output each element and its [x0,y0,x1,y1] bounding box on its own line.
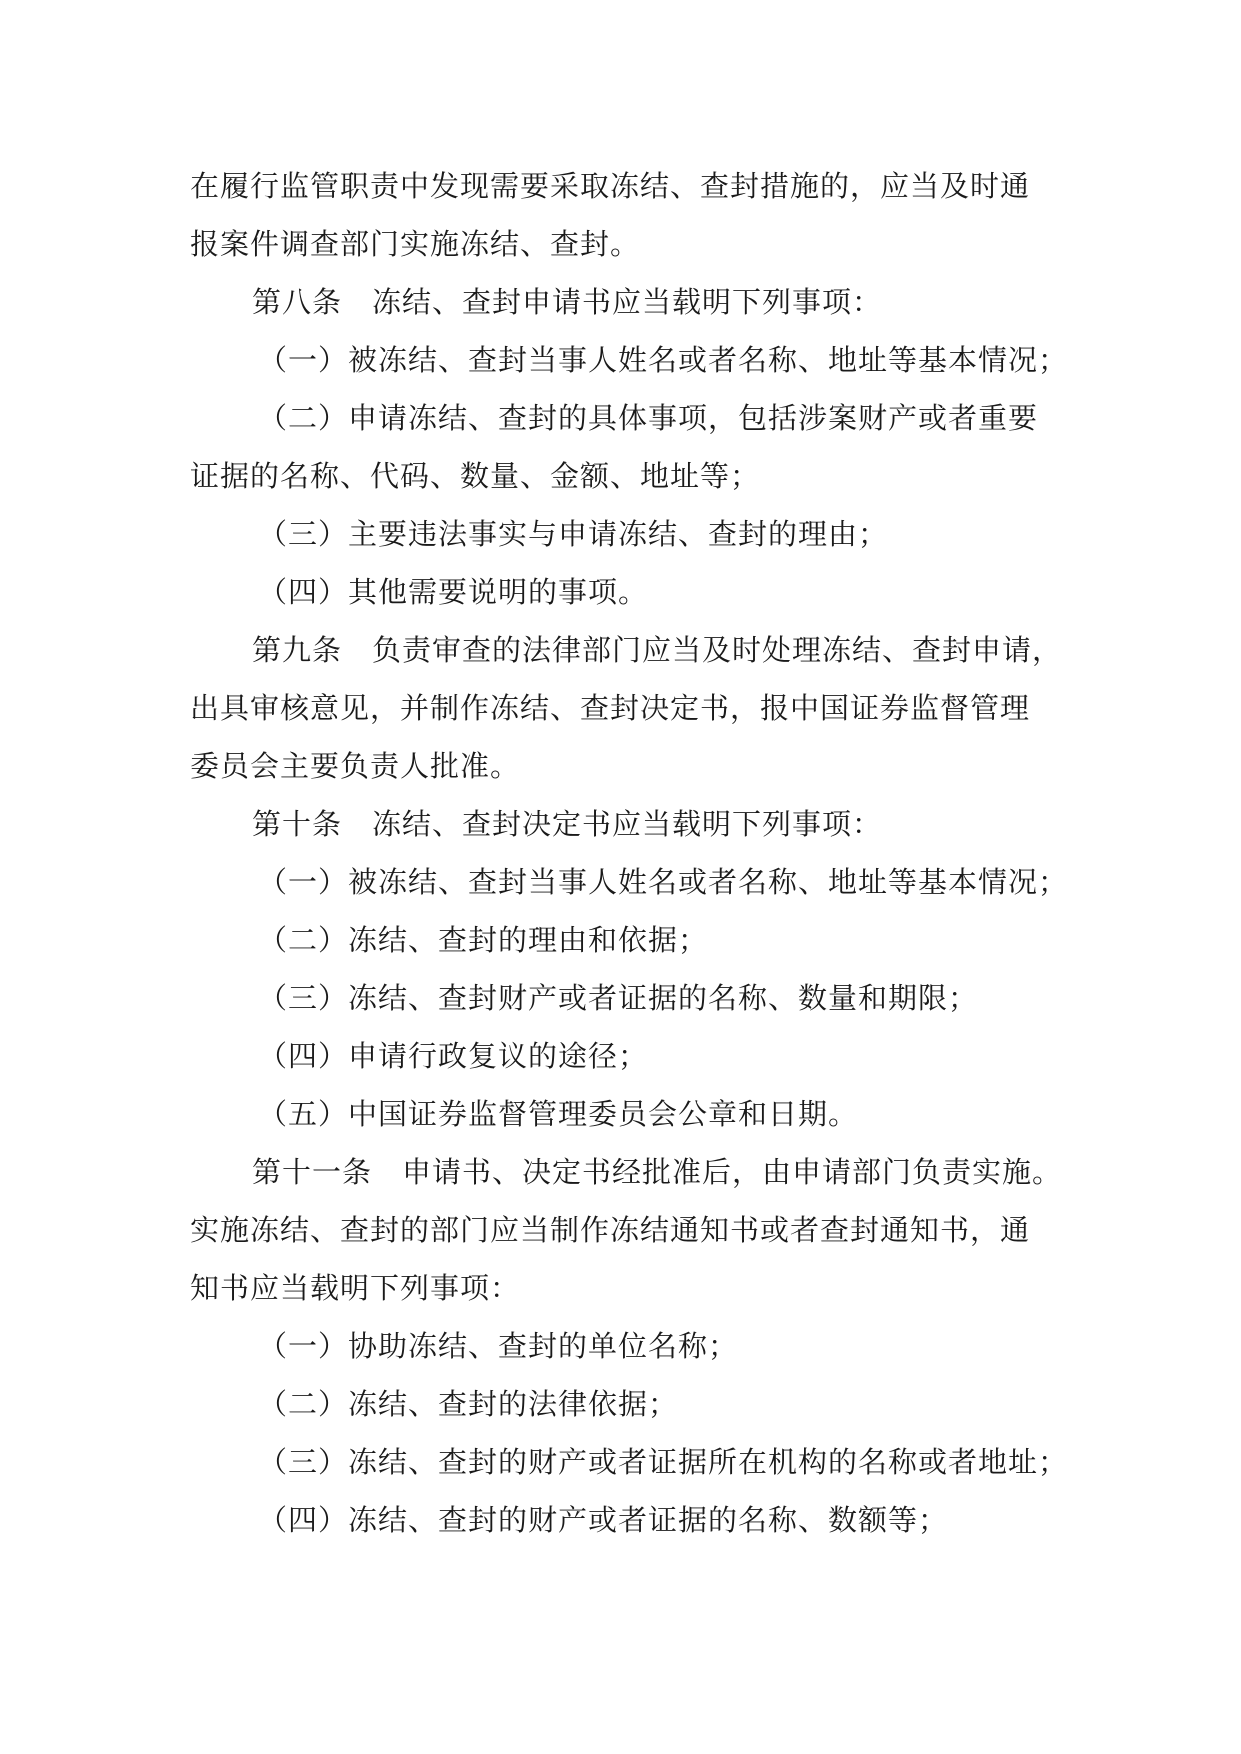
paragraph-line: 委员会主要负责人批准。 [190,749,521,783]
list-item: （三）冻结、查封的财产或者证据所在机构的名称或者地址； [258,1445,1069,1479]
paragraph-line: 出具审核意见，并制作冻结、查封决定书，报中国证券监督管理 [190,691,1031,725]
article-heading-line: 第九条 负责审查的法律部门应当及时处理冻结、查封申请， [252,633,1063,667]
list-item: （三）冻结、查封财产或者证据的名称、数量和期限； [258,981,979,1015]
paragraph-line: 证据的名称、代码、数量、金额、地址等； [190,459,761,493]
list-item: （一）协助冻结、查封的单位名称； [258,1329,739,1363]
list-item: （二）申请冻结、查封的具体事项，包括涉案财产或者重要 [258,401,1039,435]
article-heading-line: 第八条 冻结、查封申请书应当载明下列事项： [252,285,883,319]
paragraph-line: 实施冻结、查封的部门应当制作冻结通知书或者查封通知书，通 [190,1213,1031,1247]
list-item: （一）被冻结、查封当事人姓名或者名称、地址等基本情况； [258,865,1069,899]
list-item: （四）申请行政复议的途径； [258,1039,649,1073]
paragraph-line: 在履行监管职责中发现需要采取冻结、查封措施的，应当及时通 [190,169,1031,203]
list-item: （四）冻结、查封的财产或者证据的名称、数额等； [258,1503,949,1537]
list-item: （四）其他需要说明的事项。 [258,575,649,609]
list-item: （三）主要违法事实与申请冻结、查封的理由； [258,517,889,551]
paragraph-line: 知书应当载明下列事项： [190,1271,521,1305]
paragraph-line: 报案件调查部门实施冻结、查封。 [190,227,641,261]
list-item: （二）冻结、查封的法律依据； [258,1387,679,1421]
article-heading-line: 第十一条 申请书、决定书经批准后，由申请部门负责实施。 [252,1155,1063,1189]
list-item: （二）冻结、查封的理由和依据； [258,923,709,957]
article-heading-line: 第十条 冻结、查封决定书应当载明下列事项： [252,807,883,841]
list-item: （五）中国证券监督管理委员会公章和日期。 [258,1097,859,1131]
list-item: （一）被冻结、查封当事人姓名或者名称、地址等基本情况； [258,343,1069,377]
